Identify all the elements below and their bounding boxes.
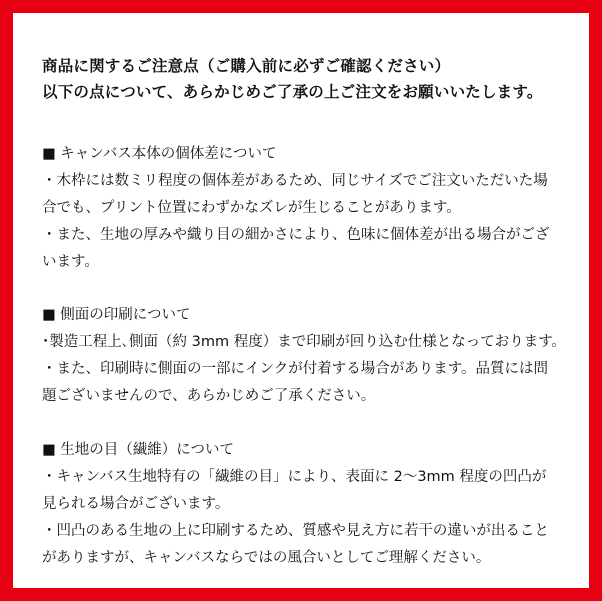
section-title: ■ 生地の目（繊維）について [42, 442, 235, 458]
section-side-printing [42, 302, 602, 410]
section-title: ■ 側面の印刷について [42, 307, 191, 323]
section-text-line: 見られる場合がございます。 [42, 496, 230, 512]
section-individual-differences [42, 141, 602, 276]
section-text-line: ・キャンバス生地特有の「繊維の目」により、表面に 2～3mm 程度の凹凸が [42, 469, 547, 485]
notice-subheading: 以下の点について、あらかじめご了承の上ご注文をお願いいたします。 [42, 83, 543, 101]
section-text-line: ・木枠には数ミリ程度の個体差があるため、同じサイズでご注文いただいた場 [42, 173, 548, 189]
section-text-line: います。 [42, 254, 99, 270]
section-text-line: ・凹凸のある生地の上に印刷するため、質感や見え方に若干の違いが出ること [42, 523, 549, 539]
section-text-line: 題ございませんので、あらかじめご了承ください。 [42, 388, 376, 404]
section-title: ■ キャンバス本体の個体差について [42, 146, 277, 162]
section-text-line: ･製造工程上､側面（約 3mm 程度）まで印刷が回り込む仕様となっております。 [42, 334, 567, 350]
section-text-line: がありますが、キャンバスならではの風合いとしてご理解ください。 [42, 550, 491, 566]
section-text-line: 合でも、プリント位置にわずかなズレが生じることがあります。 [42, 200, 461, 216]
section-text-line: ・また、生地の厚みや織り目の細かさにより、色味に個体差が出る場合がござ [42, 227, 550, 243]
section-text-line: ・また、印刷時に側面の一部にインクが付着する場合があります。品質には問 [42, 361, 549, 377]
notice-heading: 商品に関するご注意点（ご購入前に必ずご確認ください） [42, 57, 451, 75]
section-fabric-texture [42, 437, 602, 572]
notice-content [42, 53, 602, 566]
